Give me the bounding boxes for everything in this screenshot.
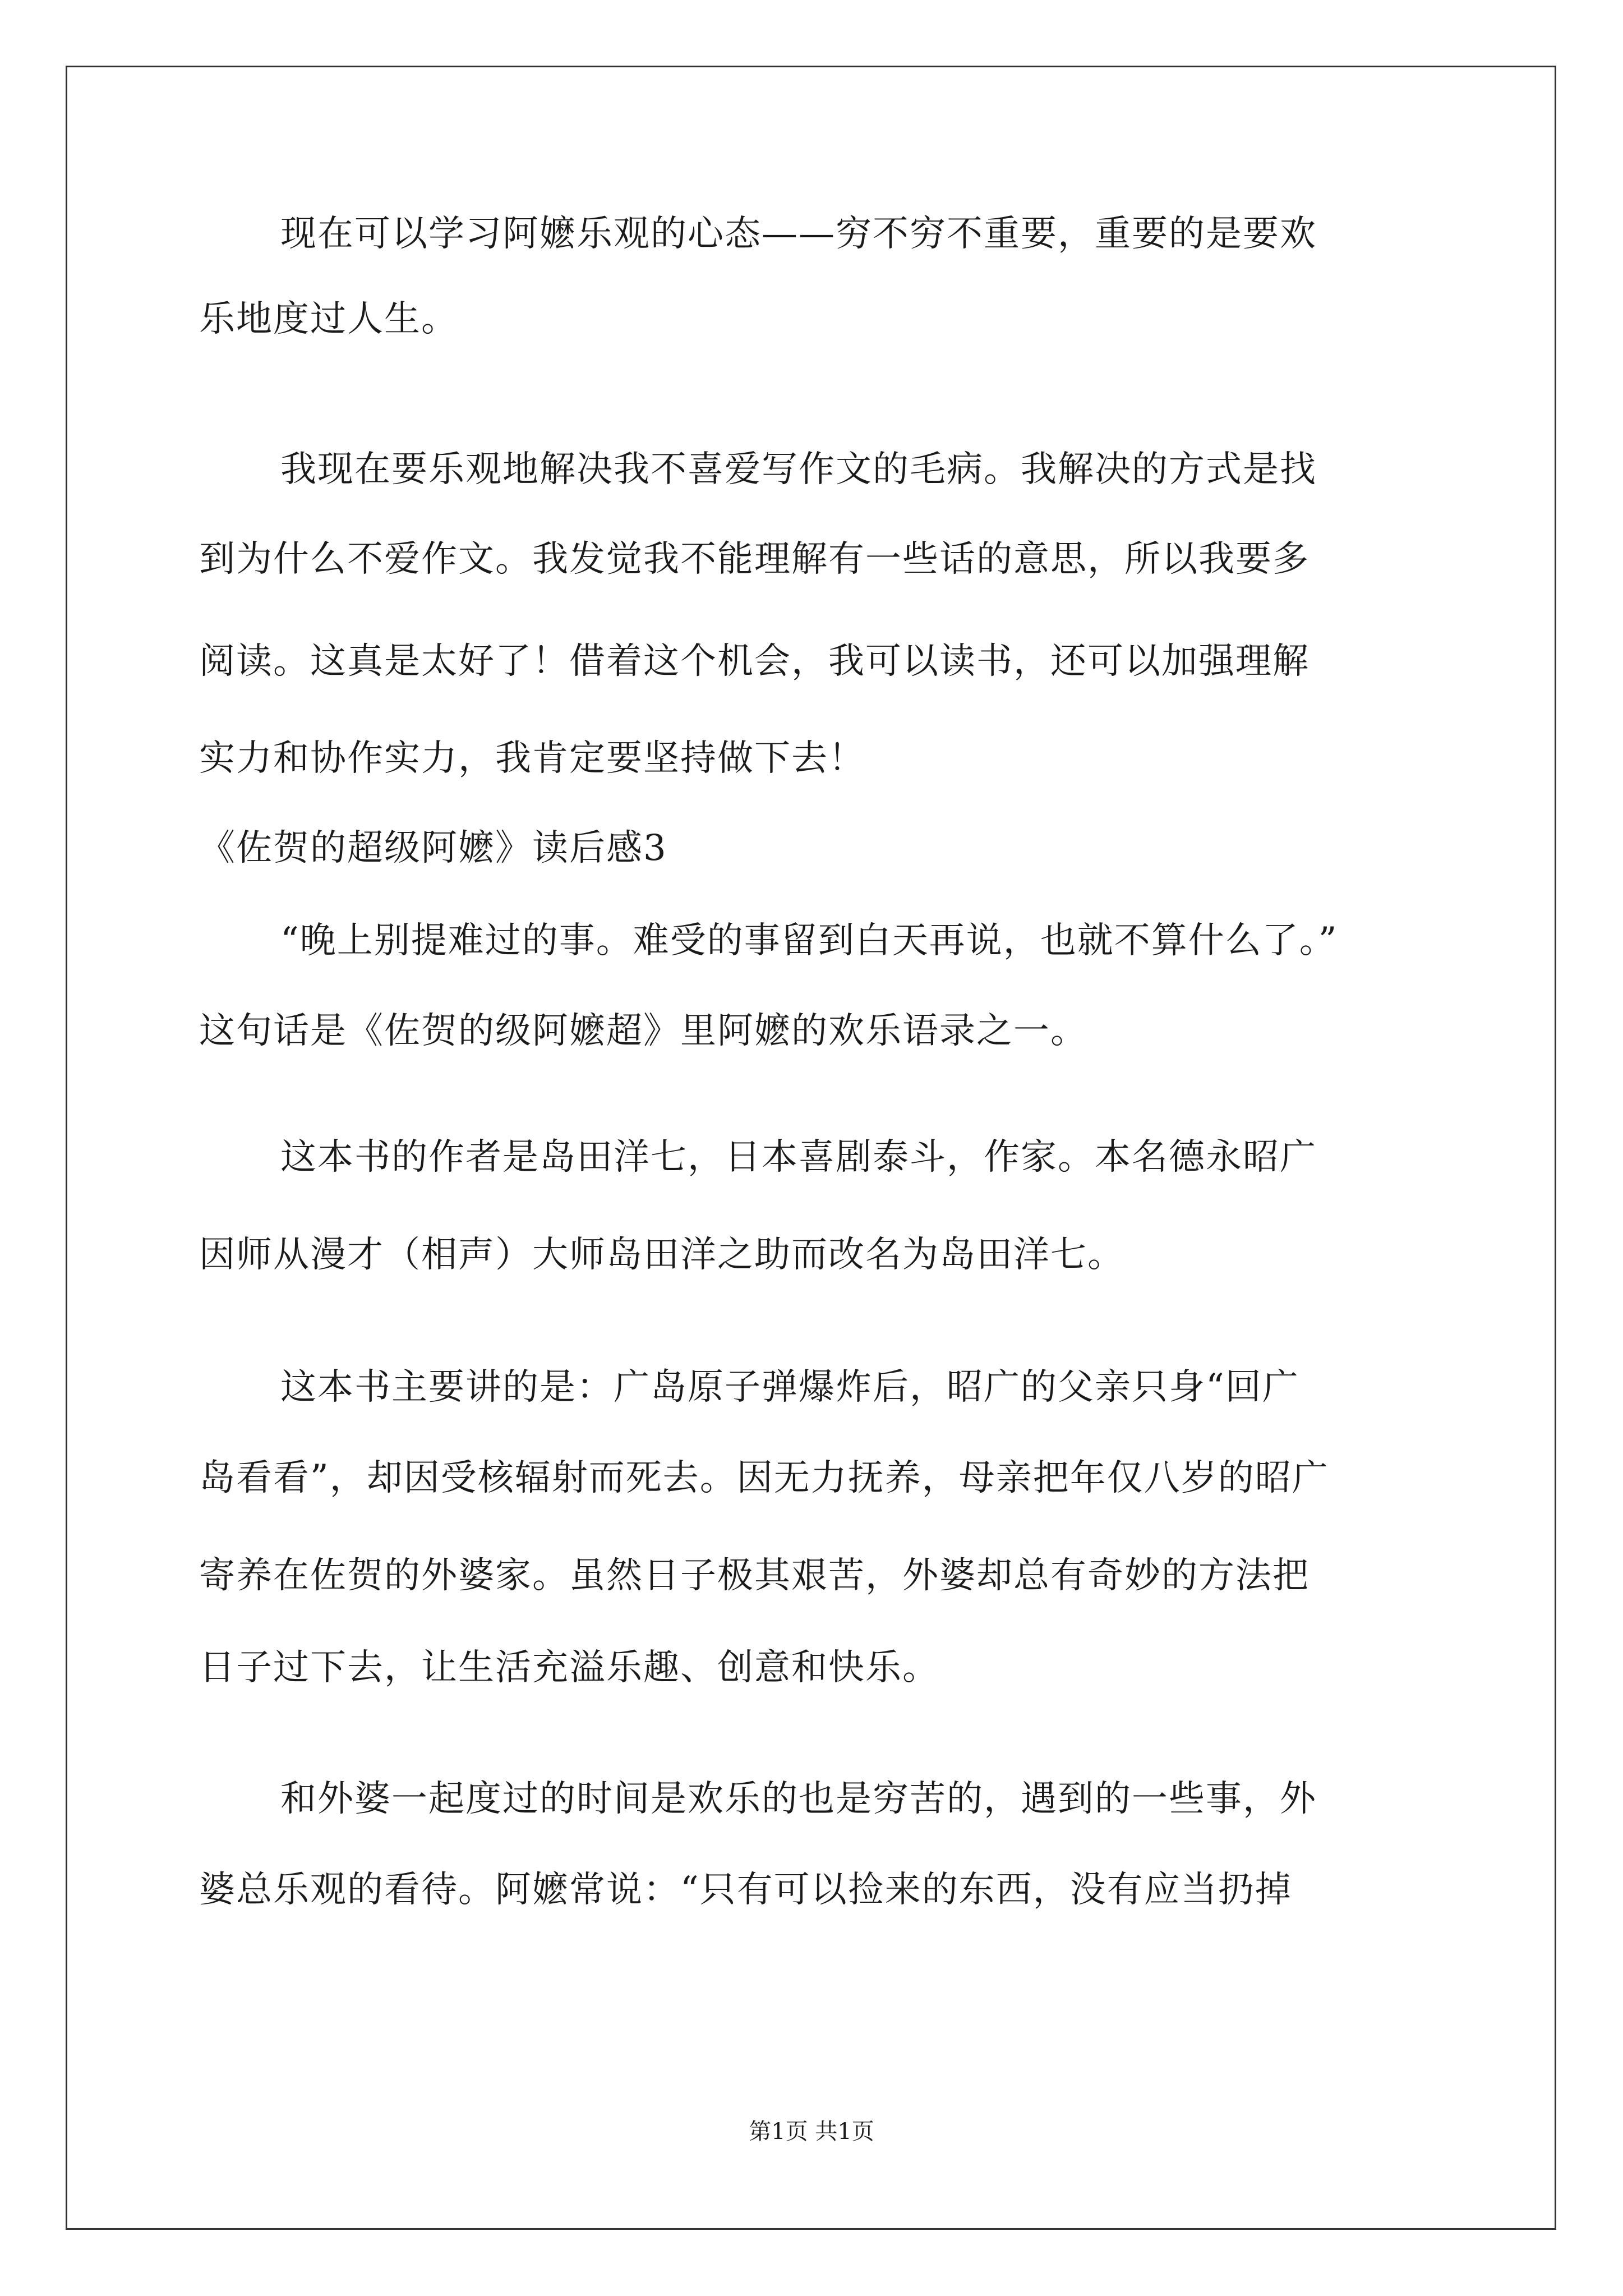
text-line: 阅读。这真是太好了！借着这个机会，我可以读书，还可以加强理解 [199, 641, 1310, 682]
text-line: 和外婆一起度过的时间是欢乐的也是穷苦的，遇到的一些事，外 [280, 1778, 1317, 1820]
text-line: 这句话是《佐贺的级阿嬷超》里阿嬷的欢乐语录之一。 [199, 1010, 1087, 1052]
text-line: 因师从漫才（相声）大师岛田洋之助而改名为岛田洋七。 [199, 1234, 1124, 1276]
text-line: 现在可以学习阿嬷乐观的心态——穷不穷不重要，重要的是要欢 [280, 213, 1317, 255]
section-heading: 《佐贺的超级阿嬷》读后感3 [199, 827, 667, 869]
text-line: 这本书的作者是岛田洋七，日本喜剧泰斗，作家。本名德永昭广 [280, 1137, 1317, 1178]
text-line: 寄养在佐贺的外婆家。虽然日子极其艰苦，外婆却总有奇妙的方法把 [199, 1555, 1310, 1596]
text-line: 我现在要乐观地解决我不喜爱写作文的毛病。我解决的方式是找 [280, 449, 1317, 490]
text-line: 实力和协作实力，我肯定要坚持做下去！ [199, 738, 865, 779]
text-line: 岛看看”，却因受核辐射而死去。因无力抚养，母亲把年仅八岁的昭广 [199, 1457, 1329, 1499]
text-line: 这本书主要讲的是：广岛原子弹爆炸后，昭广的父亲只身“回广 [280, 1366, 1299, 1408]
page-number: 第1页 共1页 [749, 2119, 874, 2145]
text-line: “晚上别提难过的事。难受的事留到白天再说，也就不算什么了。” [280, 920, 1338, 961]
text-line: 日子过下去，让生活充溢乐趣、创意和快乐。 [199, 1647, 939, 1688]
text-line: 到为什么不爱作文。我发觉我不能理解有一些话的意思，所以我要多 [199, 539, 1310, 580]
text-line: 乐地度过人生。 [199, 298, 458, 340]
text-line: 婆总乐观的看待。阿嬷常说：“只有可以捡来的东西，没有应当扔掉 [199, 1869, 1292, 1911]
